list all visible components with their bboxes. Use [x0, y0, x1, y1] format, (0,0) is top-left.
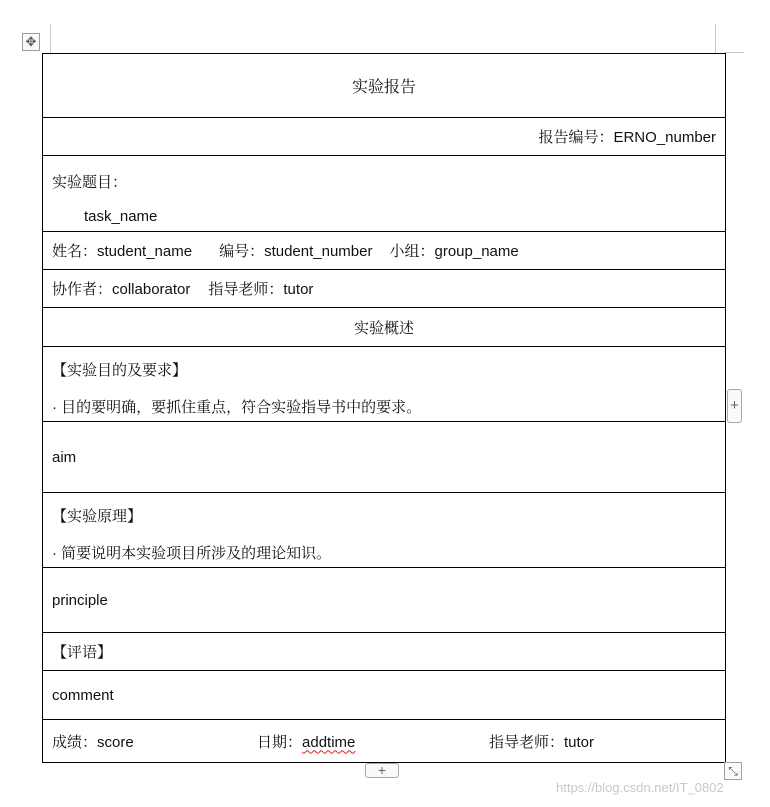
resize-icon: ⤡	[728, 764, 738, 778]
comment-cell[interactable]	[43, 671, 726, 720]
aim-value: aim	[52, 448, 77, 466]
report-number: 报告编号：ERNO_number	[538, 129, 716, 146]
comment-value: comment	[52, 686, 114, 704]
tutor-field: 指导老师：tutor	[208, 281, 314, 298]
watermark: https://blog.csdn.net/IT_0802	[556, 780, 724, 795]
margin-guide-top	[724, 52, 744, 53]
student-info-cell[interactable]	[43, 232, 726, 270]
principle-value: principle	[52, 591, 108, 609]
summary-heading-cell[interactable]	[43, 308, 726, 347]
table-move-handle[interactable]	[22, 33, 40, 51]
principle-heading-cell[interactable]	[43, 493, 726, 568]
date-field	[257, 731, 489, 752]
report-title[interactable]	[43, 54, 726, 118]
purpose-note: · 目的要明确，要抓住重点，符合实验指导书中的要求。	[52, 398, 422, 416]
report-table	[42, 53, 726, 763]
principle-cell[interactable]	[43, 568, 726, 633]
score-field: 成绩：score	[52, 733, 134, 751]
footer-tutor-field: 指导老师：tutor	[489, 733, 595, 751]
aim-cell[interactable]	[43, 422, 726, 493]
principle-heading: 【实验原理】	[52, 507, 143, 525]
purpose-cell[interactable]	[43, 347, 726, 422]
report-title-text: 实验报告	[351, 79, 416, 96]
margin-guide-right	[715, 24, 716, 54]
report-number-cell[interactable]	[43, 118, 726, 156]
plus-icon: +	[377, 762, 387, 778]
collaborator-cell[interactable]	[43, 270, 726, 308]
margin-guide-left	[50, 24, 51, 54]
move-icon: ✥	[25, 34, 37, 49]
add-row-button[interactable]	[365, 763, 399, 778]
date-value: addtime	[302, 733, 356, 751]
comment-heading: 【评语】	[52, 644, 113, 661]
score-cell[interactable]	[43, 720, 726, 763]
principle-note: · 简要说明本实验项目所涉及的理论知识。	[52, 544, 332, 562]
purpose-heading: 【实验目的及要求】	[52, 361, 188, 379]
table-resize-handle[interactable]	[724, 762, 742, 780]
task-label: 实验题目：	[52, 174, 128, 191]
collaborator-field: 协作者：collaborator	[52, 281, 191, 298]
group-field: 小组：group_name	[389, 243, 519, 260]
plus-icon: +	[730, 397, 739, 414]
summary-heading: 实验概述	[353, 319, 414, 337]
add-column-button[interactable]	[727, 389, 742, 423]
task-value: task_name	[84, 208, 158, 225]
comment-heading-cell[interactable]	[43, 633, 726, 671]
task-cell[interactable]	[43, 156, 726, 232]
date-label: 日期：	[257, 733, 303, 751]
student-number-field: 编号：student_number	[219, 243, 373, 260]
student-name-field: 姓名：student_name	[52, 243, 193, 260]
